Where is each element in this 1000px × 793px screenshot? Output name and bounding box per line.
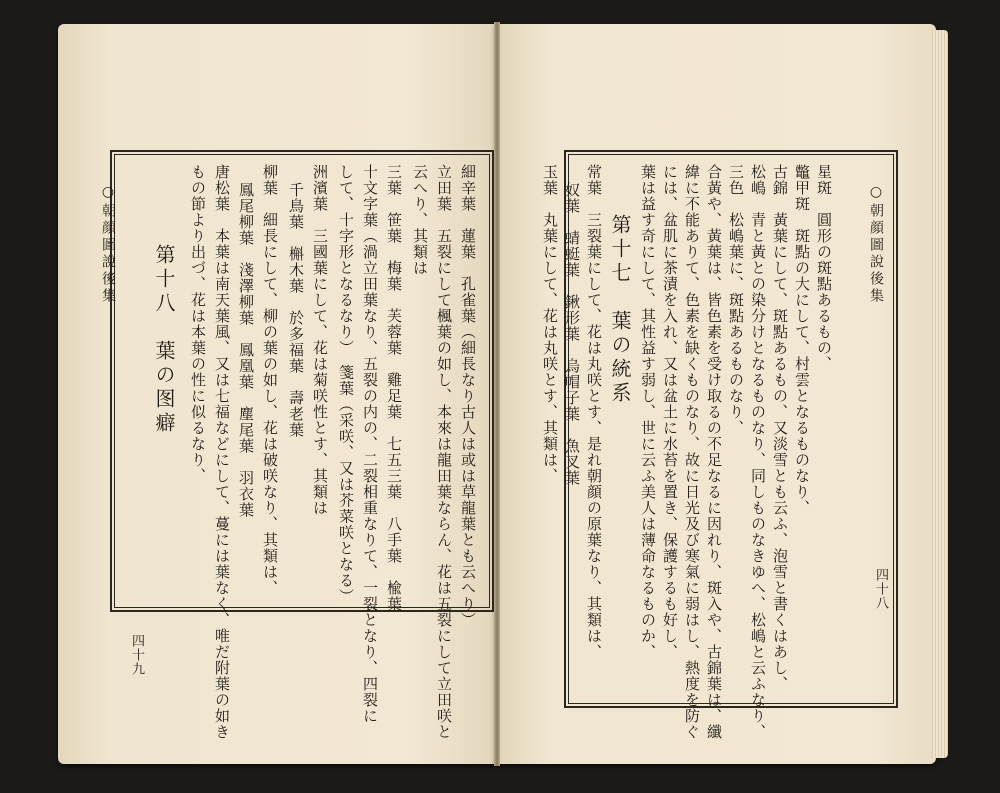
text-column: 十文字葉（渦立田葉なり、五裂の内の、二裂相重なりて、一裂となり、四裂に [361,164,379,724]
text-column: 鼈甲斑 斑點の大にして、村雲となるものなり、 [793,164,811,516]
text-column: 奴葉 蜻蜓葉 鍬形葉 烏帽子葉 魚叉葉 [563,182,581,486]
text-column: もの節より出づ、花は本葉の性に似るなり、 [189,164,207,484]
chapter-title: 第十八 葉の图癖 [152,244,176,436]
text-column: 細辛葉 蓮葉 孔雀葉（細長なり古人は或は草龍葉とも云へり） [459,164,477,628]
page-edges [932,30,948,758]
page-number-right: 四十八 [873,568,888,610]
text-column: 玉葉 丸葉にして、花は丸咲とす、其類は、 [541,164,559,484]
running-header-right: ○朝顔圖說後集 [868,184,884,305]
text-column: 葉は益す奇にして、其性益す弱し、世に云ふ美人は薄命なるものか、 [639,164,657,660]
text-column: 星斑 圓形の斑點あるもの、 [815,164,833,372]
text-column: 立田葉 五裂にして楓葉の如し、本來は龍田葉ならん、花は五裂にして立田咲と [435,164,453,740]
text-column: 古錦 黃葉にして、斑點あるもの、又淡雪とも云ふ、泡雪と書くはあし、 [771,164,789,692]
running-header-left: ○朝顔圖說後集 [100,184,116,305]
text-column: 鳳尾柳葉 淺澤柳葉 鳳凰葉 塵尾葉 羽衣葉 [237,182,255,518]
text-column: 三葉 笹葉 梅葉 芙蓉葉 雞足葉 七五三葉 八手葉 楡葉 [385,164,403,612]
text-column: 千鳥葉 槲木葉 於多福葉 壽老葉 [287,182,305,438]
text-column: 合黃や、黃葉は、皆色素を受け取るの不足なるに因れり、斑入や、古錦葉は、纖 [705,164,723,740]
text-column: 柳葉 細長にして、柳の葉の如し、花は破咲なり、其類は、 [261,164,279,596]
text-column: して、十字形となるなり） 箋葉（采咲、又は芥菜咲となる） [337,164,355,605]
open-book [44,14,952,770]
text-column: 唐松葉 本葉は南天葉風、又は七福などにして、蔓には葉なく、唯だ附葉の如き [213,164,231,740]
text-column: 松嶋 青と黃との染分けとなるものなり、同しものなきゆへ、松嶋と云ふなり、 [749,164,767,740]
chapter-title: 第十七 葉の統系 [608,214,632,406]
page-number-left: 四十九 [129,634,144,676]
text-column: 三色 松嶋葉に、斑點あるものなり、 [727,164,745,436]
text-column: 云へり、其類は [411,164,429,276]
book-spine [494,22,500,766]
text-column: 緯に不能ありて、色素を缺くものなり、故に日光及び寒氣に弱はし、熱度を防ぐ [683,164,701,740]
text-column: 常葉 三裂葉にして、花は丸咲とす、是れ朝顔の原葉なり、其類は、 [585,164,603,660]
text-column: には、盆肌に茶漬を入れ、又は盆土に水苔を置き、保護するも好し、 [661,164,679,660]
text-column: 洲濱葉 三國葉にして、花は菊咲性とす、其類は [311,164,329,516]
